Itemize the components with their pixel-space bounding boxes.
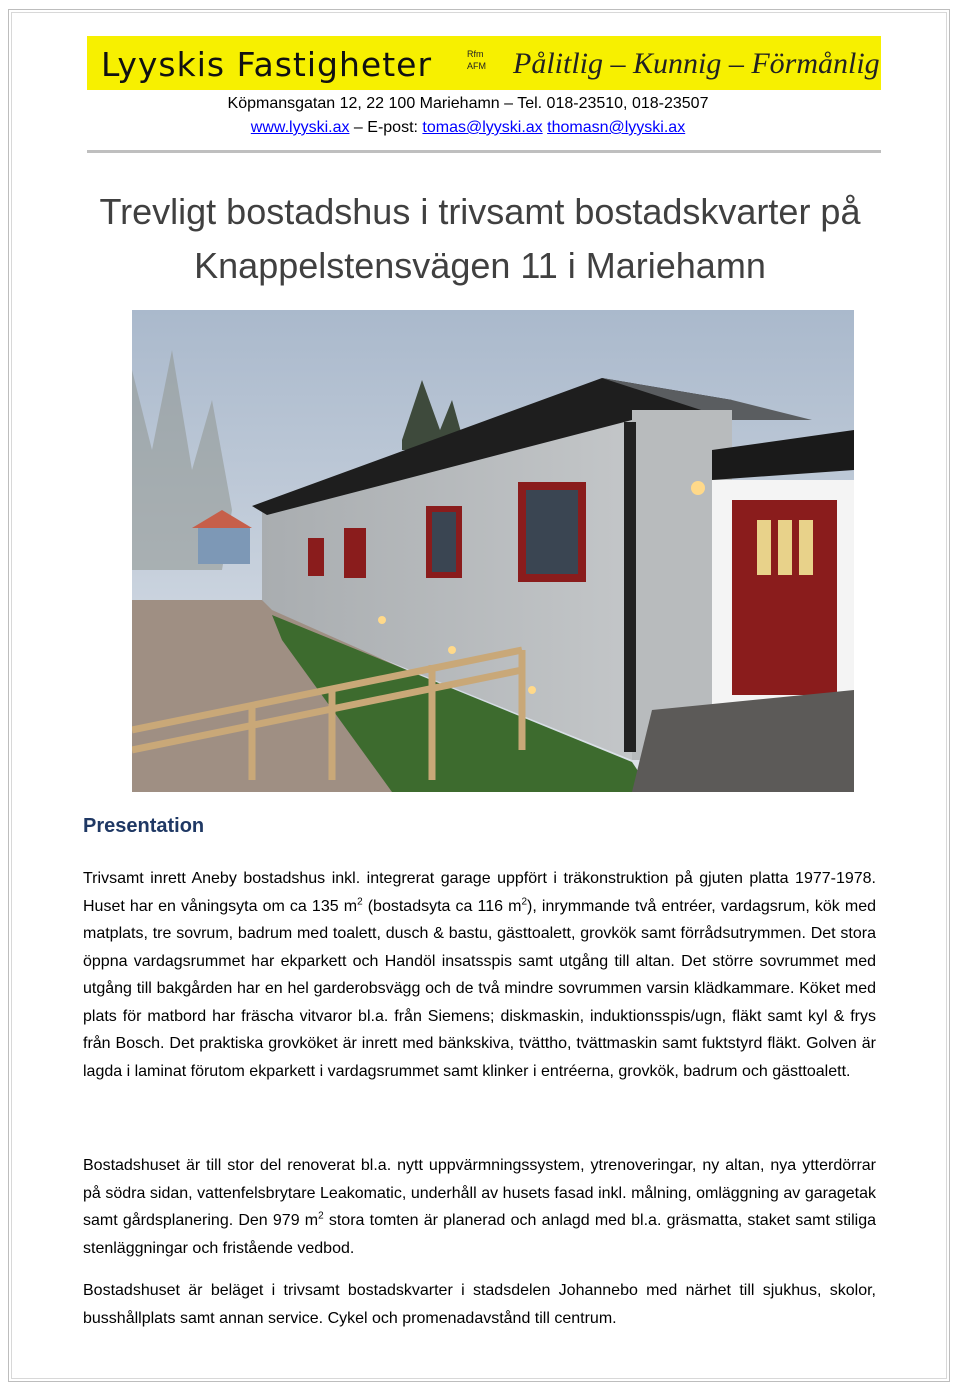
paragraph-text: ), inrymmande två entréer, vardagsrum, kök med matplats, tre sovrum, badrum med toalett, dusch & bastu, gästtoalett, grovkök samt förrådsutrymmen. Det stora öppna vardagsrummet har ekparkett och Handöl insatsspis samt utgång till altan. Det större sovrummet med utgång till bakgården har en hel garderobsvägg och de två mindre sovrummen varsin klädkammare. Köket med plats för matbord har fräscha vitvaror bl.a. från Siemens; diskmaskin, induktionsspis/ugn, fläkt samt kyl & frys från Bosch. Det praktiska grovköket är inrett med bänkskiva, tvättho, tvättmaskin samt fuktstyrd fläkt. Golven är lagda i laminat förutom ekparkett i vardagsrummet samt klinker i entréerna, grovkök, badrum och gästtoalett. xyxy=(83,897,876,1080)
email-link-2[interactable]: thomasn@lyyski.ax xyxy=(547,119,686,136)
email-link-1[interactable]: tomas@lyyski.ax xyxy=(422,119,543,136)
ground-light xyxy=(448,646,456,654)
section-heading: Presentation xyxy=(83,815,205,837)
presentation-paragraph-1 xyxy=(83,865,876,1085)
superscript: 2 xyxy=(521,896,528,908)
company-address: Köpmansgatan 12, 22 100 Mariehamn – Tel. 018-23510, 018-23507 xyxy=(227,95,709,112)
superscript: 2 xyxy=(357,896,363,908)
window-glass xyxy=(432,512,456,572)
superscript: 2 xyxy=(318,1210,324,1222)
logo-rfm: Rfm xyxy=(467,49,484,59)
logo-afm: AFM xyxy=(467,61,486,71)
paragraph-text: Bostadshuset är till stor del renoverat bl.a. nytt uppvärmningssystem, ytrenoveringar, ny altan, nya ytterdörrar på södra sidan, vattenfelsbrytare Leakomatic, underhåll av husets fasad inkl. målning, omläggning av garagetak samt gårdsplanering. Den 979 m xyxy=(83,1157,876,1229)
presentation-paragraph-2 xyxy=(83,1152,876,1262)
logo-credentials xyxy=(467,48,486,72)
ground-light xyxy=(528,686,536,694)
door-glass xyxy=(757,520,771,575)
page-title-line-1: Trevligt bostadshus i trivsamt bostadskvarter på xyxy=(99,191,861,232)
house-photo xyxy=(132,310,854,792)
window-glass xyxy=(526,490,578,574)
website-link[interactable]: www.lyyski.ax xyxy=(250,119,350,136)
door-glass xyxy=(799,520,813,575)
ground-light xyxy=(378,616,386,624)
door-glass xyxy=(778,520,792,575)
paragraph-text: Trivsamt inrett Aneby bostadshus inkl. integrerat garage uppfört i träkonstruktion på gjuten platta 1977-1978. Huset har en våningsyta om ca 135 m xyxy=(83,870,876,915)
house-window xyxy=(308,538,324,576)
downpipe xyxy=(624,422,636,752)
paragraph-text: (bostadsyta ca 116 m xyxy=(362,897,522,915)
header-divider xyxy=(87,150,881,153)
wall-lamp xyxy=(691,481,705,495)
house-window xyxy=(344,528,366,578)
company-logo: Lyyskis Fastigheter xyxy=(101,45,433,84)
email-label: – E-post: xyxy=(349,119,423,136)
neighbour-house xyxy=(198,528,250,564)
paragraph-text: stora tomten är planerad och anlagd med bl.a. gräsmatta, staket samt stiliga stenläggningar och fristående vedbod. xyxy=(83,1212,877,1257)
contact-line xyxy=(0,118,948,138)
company-slogan: Pålitlig – Kunnig – Förmånlig xyxy=(513,47,880,80)
company-banner xyxy=(87,36,881,90)
presentation-paragraph-3: Bostadshuset är beläget i trivsamt bostadskvarter i stadsdelen Johannebo med närhet till sjukhus, skolor, busshållplats samt annan service. Cykel och promenadavstånd till centrum. xyxy=(83,1282,876,1327)
page-title-line-2: Knappelstensvägen 11 i Mariehamn xyxy=(194,245,766,286)
